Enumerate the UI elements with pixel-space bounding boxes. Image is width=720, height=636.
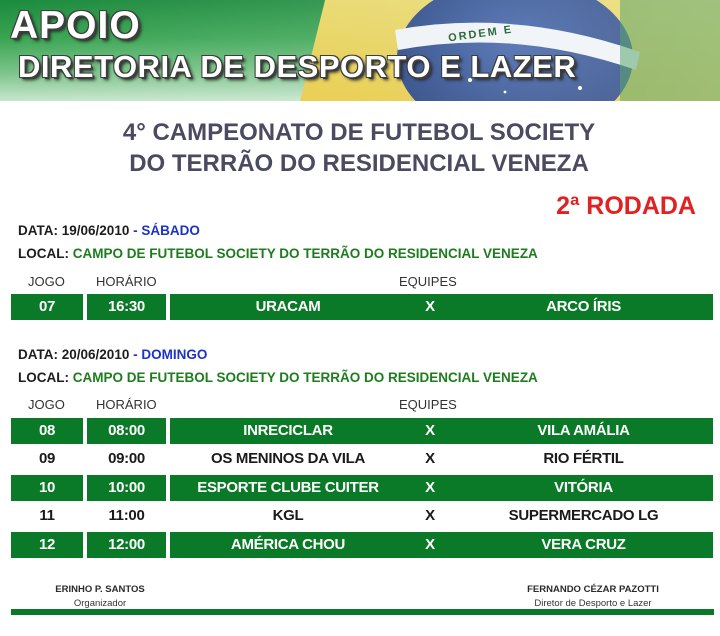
col-header-equipes: EQUIPES — [399, 397, 457, 412]
match-time: 09:00 — [108, 450, 145, 467]
organizer-name: ERINHO P. SANTOS — [55, 584, 145, 595]
organizer-role: Organizador — [73, 598, 127, 609]
versus-mark: X — [406, 475, 454, 501]
match-row — [11, 503, 713, 529]
home-team: INRECICLAR — [170, 418, 406, 444]
away-team: SUPERMERCADO LG — [508, 507, 659, 524]
match-time: 11:00 — [108, 507, 145, 524]
day1-sep: - — [129, 223, 142, 238]
match-number: 08 — [11, 418, 83, 444]
home-team: AMÉRICA CHOU — [170, 532, 406, 558]
director-name: FERNANDO CÉZAR PAZOTTI — [527, 584, 659, 595]
day2-weekday: DOMINGO — [141, 347, 208, 362]
header-banner — [0, 0, 720, 101]
signature-organizer — [50, 584, 150, 609]
col-header-equipes: EQUIPES — [399, 274, 457, 289]
local-label: LOCAL: — [18, 246, 69, 261]
versus-mark: X — [425, 450, 435, 467]
championship-title-line2: DO TERRÃO DO RESIDENCIAL VENEZA — [129, 150, 589, 177]
versus-mark: X — [425, 507, 435, 524]
match-row — [11, 294, 713, 320]
banner-title-apoio: APOIO — [10, 4, 141, 47]
home-team: KGL — [272, 507, 304, 524]
match-row — [11, 532, 713, 558]
day1-local: CAMPO DE FUTEBOL SOCIETY DO TERRÃO DO RESIDENCIAL VENEZA — [72, 246, 538, 261]
versus-mark: X — [406, 418, 454, 444]
footer-bar — [11, 609, 714, 615]
away-team: VITÓRIA — [454, 475, 713, 501]
match-time: 08:00 — [87, 418, 166, 444]
day2-sep: - — [129, 347, 142, 362]
day1-local-line — [18, 246, 538, 261]
day2-date-line — [18, 347, 207, 362]
match-time: 12:00 — [87, 532, 166, 558]
championship-title-line1: 4° CAMPEONATO DE FUTEBOL SOCIETY — [122, 119, 596, 146]
away-team: VERA CRUZ — [454, 532, 713, 558]
match-number: 10 — [11, 475, 83, 501]
flag-motto: ORDEM E — [447, 23, 514, 45]
match-row — [11, 446, 713, 472]
versus-mark: X — [406, 294, 454, 320]
signature-director — [523, 584, 663, 609]
day2-date: 20/06/2010 — [61, 347, 130, 362]
match-time: 16:30 — [87, 294, 166, 320]
away-team: ARCO ÍRIS — [454, 294, 713, 320]
director-role: Diretor de Desporto e Lazer — [534, 598, 652, 609]
col-header-jogo: JOGO — [28, 274, 65, 289]
col-header-jogo: JOGO — [28, 397, 65, 412]
day1-weekday: SÁBADO — [141, 223, 200, 238]
match-row — [11, 418, 713, 444]
away-team: RIO FÉRTIL — [543, 450, 624, 467]
home-team: ESPORTE CLUBE CUITER — [170, 475, 406, 501]
col-header-horario: HORÁRIO — [96, 274, 157, 289]
versus-mark: X — [406, 532, 454, 558]
match-time: 10:00 — [87, 475, 166, 501]
day1-date: 19/06/2010 — [61, 223, 130, 238]
match-number: 12 — [11, 532, 83, 558]
banner-title-diretoria: DIRETORIA DE DESPORTO E LAZER — [18, 49, 577, 84]
day2-local-line — [18, 370, 538, 385]
match-row — [11, 475, 713, 501]
home-team: URACAM — [170, 294, 406, 320]
date-label: DATA: — [18, 347, 58, 362]
round-label: 2ª RODADA — [556, 192, 696, 220]
match-number: 07 — [11, 294, 83, 320]
local-label: LOCAL: — [18, 370, 69, 385]
day2-local: CAMPO DE FUTEBOL SOCIETY DO TERRÃO DO RESIDENCIAL VENEZA — [72, 370, 538, 385]
col-header-horario: HORÁRIO — [96, 397, 157, 412]
home-team: OS MENINOS DA VILA — [210, 450, 366, 467]
date-label: DATA: — [18, 223, 58, 238]
day1-date-line — [18, 223, 200, 238]
away-team: VILA AMÁLIA — [454, 418, 713, 444]
match-number: 09 — [38, 450, 56, 467]
match-number: 11 — [39, 507, 55, 524]
